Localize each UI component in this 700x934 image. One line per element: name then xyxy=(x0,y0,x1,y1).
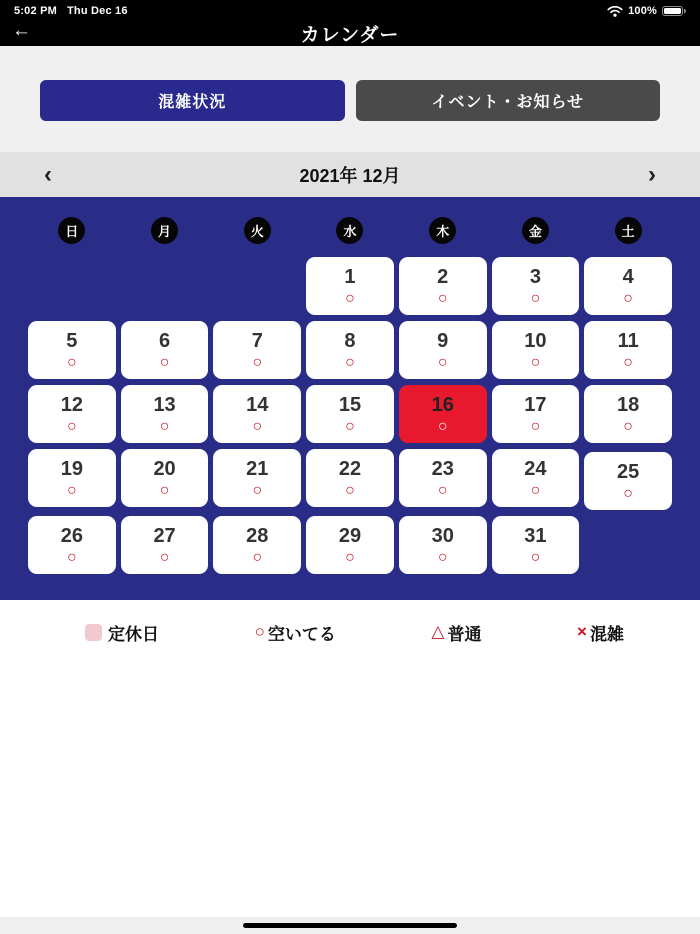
calendar-grid xyxy=(28,257,672,574)
day-cell[interactable] xyxy=(121,321,209,379)
empty-cell xyxy=(213,257,301,315)
day-cell[interactable] xyxy=(213,449,301,507)
availability-circle-icon: ○ xyxy=(437,354,448,371)
legend-label: 混雑 xyxy=(589,624,624,644)
day-cell[interactable] xyxy=(399,516,487,574)
day-number: 20 xyxy=(153,458,176,480)
weekday-header: 水 xyxy=(336,217,363,244)
availability-circle-icon: ○ xyxy=(437,482,448,499)
status-date: Thu Dec 16 xyxy=(66,5,128,17)
home-indicator[interactable] xyxy=(243,923,457,928)
day-number: 11 xyxy=(617,330,639,352)
day-cell[interactable] xyxy=(306,449,394,507)
legend-item-closed xyxy=(85,620,159,645)
day-number: 5 xyxy=(66,330,78,352)
day-number: 16 xyxy=(431,394,454,416)
weekday-header: 日 xyxy=(58,217,85,244)
day-number: 30 xyxy=(431,525,454,547)
day-cell[interactable] xyxy=(584,321,672,379)
back-button[interactable]: ← xyxy=(12,18,31,44)
day-number: 13 xyxy=(153,394,176,416)
day-number: 26 xyxy=(60,525,83,547)
day-cell[interactable] xyxy=(28,516,116,574)
day-cell[interactable] xyxy=(28,321,116,379)
availability-circle-icon: ○ xyxy=(159,549,170,566)
day-number: 15 xyxy=(338,394,362,416)
clock-time: 5:02 PM xyxy=(14,5,57,17)
day-cell[interactable] xyxy=(492,449,580,507)
availability-circle-icon: ○ xyxy=(345,482,355,499)
wifi-icon xyxy=(607,6,623,17)
availability-circle-icon: ○ xyxy=(530,354,541,371)
day-number: 28 xyxy=(246,525,269,547)
status-right xyxy=(607,5,686,17)
weekday-header: 金 xyxy=(522,217,549,244)
day-cell[interactable] xyxy=(306,385,394,443)
availability-circle-icon: ○ xyxy=(345,418,355,435)
day-cell[interactable] xyxy=(213,516,301,574)
availability-circle-icon: ○ xyxy=(530,290,541,307)
calendar-week-row xyxy=(28,449,672,510)
day-cell[interactable] xyxy=(28,385,116,443)
calendar-week-row xyxy=(28,385,672,443)
day-number: 1 xyxy=(344,266,356,288)
battery-icon xyxy=(662,6,686,16)
day-cell[interactable] xyxy=(121,449,209,507)
day-cell[interactable] xyxy=(584,257,672,315)
day-cell[interactable] xyxy=(584,385,672,443)
availability-circle-icon: ○ xyxy=(252,549,263,566)
availability-circle-icon: ○ xyxy=(623,354,633,371)
normal-icon: △ xyxy=(431,622,445,641)
legend-item-normal xyxy=(431,620,481,645)
tab-events-news[interactable]: イベント・お知らせ xyxy=(356,80,661,121)
month-nav-bar xyxy=(0,152,700,197)
day-cell[interactable] xyxy=(28,449,116,507)
day-number: 25 xyxy=(617,461,640,483)
availability-circle-icon: ○ xyxy=(345,354,355,371)
legend-label: 普通 xyxy=(447,624,482,644)
availability-circle-icon: ○ xyxy=(437,549,448,566)
availability-circle-icon: ○ xyxy=(623,290,633,307)
calendar-week-row xyxy=(28,516,672,574)
day-number: 12 xyxy=(60,394,83,416)
day-cell[interactable] xyxy=(213,385,301,443)
day-number: 3 xyxy=(529,266,541,288)
weekday-header: 木 xyxy=(429,217,456,244)
day-cell[interactable] xyxy=(584,452,672,510)
weekday-row xyxy=(28,217,672,244)
prev-month-button[interactable]: ‹ xyxy=(16,152,76,197)
weekday-header: 土 xyxy=(615,217,642,244)
status-left xyxy=(14,5,128,17)
availability-circle-icon: ○ xyxy=(530,482,541,499)
availability-circle-icon: ○ xyxy=(530,418,541,435)
calendar-week-row xyxy=(28,257,672,315)
day-number: 29 xyxy=(338,525,362,547)
availability-circle-icon: ○ xyxy=(345,290,355,307)
day-number: 2 xyxy=(437,266,449,288)
availability-circle-icon: ○ xyxy=(67,482,77,499)
nav-bar xyxy=(0,20,700,46)
weekday-header: 月 xyxy=(151,217,178,244)
availability-circle-icon: ○ xyxy=(252,418,263,435)
day-cell[interactable] xyxy=(492,321,580,379)
day-number: 31 xyxy=(524,525,547,547)
availability-circle-icon: ○ xyxy=(345,549,355,566)
day-cell[interactable] xyxy=(306,321,394,379)
empty-cell xyxy=(121,257,209,315)
day-cell[interactable] xyxy=(121,516,209,574)
day-number: 27 xyxy=(153,525,176,547)
day-number: 14 xyxy=(246,394,269,416)
day-number: 21 xyxy=(246,458,269,480)
day-number: 24 xyxy=(524,458,547,480)
battery-percent: 100% xyxy=(628,5,657,17)
available-icon: ○ xyxy=(254,622,265,641)
day-number: 6 xyxy=(159,330,171,352)
day-number: 19 xyxy=(60,458,83,480)
day-number: 8 xyxy=(344,330,356,352)
day-cell[interactable] xyxy=(121,385,209,443)
tab-section xyxy=(0,46,700,152)
availability-circle-icon: ○ xyxy=(437,418,448,435)
availability-circle-icon: ○ xyxy=(67,418,77,435)
next-month-button[interactable]: › xyxy=(624,152,684,197)
availability-circle-icon: ○ xyxy=(67,354,77,371)
empty-cell xyxy=(584,516,672,574)
availability-circle-icon: ○ xyxy=(623,485,633,502)
day-number: 23 xyxy=(431,458,454,480)
availability-circle-icon: ○ xyxy=(159,482,170,499)
day-number: 4 xyxy=(622,266,634,288)
calendar xyxy=(0,197,700,600)
day-cell-selected[interactable] xyxy=(399,385,487,443)
legend xyxy=(0,617,700,647)
weekday-header: 火 xyxy=(244,217,271,244)
day-cell[interactable] xyxy=(399,321,487,379)
calendar-week-row xyxy=(28,321,672,379)
availability-circle-icon: ○ xyxy=(159,354,170,371)
day-number: 18 xyxy=(617,394,640,416)
availability-circle-icon: ○ xyxy=(437,290,448,307)
legend-item-crowded xyxy=(577,620,624,645)
tab-congestion-status[interactable]: 混雑状況 xyxy=(40,80,345,121)
empty-cell xyxy=(28,257,116,315)
day-number: 10 xyxy=(524,330,547,352)
availability-circle-icon: ○ xyxy=(530,549,541,566)
day-number: 22 xyxy=(338,458,362,480)
day-cell[interactable] xyxy=(399,449,487,507)
day-cell[interactable] xyxy=(306,257,394,315)
day-cell[interactable] xyxy=(399,257,487,315)
day-number: 7 xyxy=(251,330,263,352)
day-cell[interactable] xyxy=(492,385,580,443)
day-cell[interactable] xyxy=(492,516,580,574)
day-number: 17 xyxy=(524,394,547,416)
crowded-icon: × xyxy=(577,622,587,641)
month-label: 2021年 12月 xyxy=(299,165,401,186)
availability-circle-icon: ○ xyxy=(159,418,170,435)
legend-label: 空いてる xyxy=(267,624,336,644)
status-bar xyxy=(0,0,700,20)
app-header xyxy=(0,0,700,46)
legend-item-available xyxy=(255,620,336,645)
availability-circle-icon: ○ xyxy=(252,482,263,499)
availability-circle-icon: ○ xyxy=(252,354,263,371)
availability-circle-icon: ○ xyxy=(623,418,633,435)
closed-day-swatch-icon xyxy=(85,624,102,641)
legend-label: 定休日 xyxy=(108,624,159,644)
page-title: カレンダー xyxy=(300,24,400,46)
day-cell[interactable] xyxy=(492,257,580,315)
day-number: 9 xyxy=(437,330,449,352)
day-cell[interactable] xyxy=(213,321,301,379)
availability-circle-icon: ○ xyxy=(67,549,77,566)
bottom-strip xyxy=(0,917,700,934)
day-cell[interactable] xyxy=(306,516,394,574)
